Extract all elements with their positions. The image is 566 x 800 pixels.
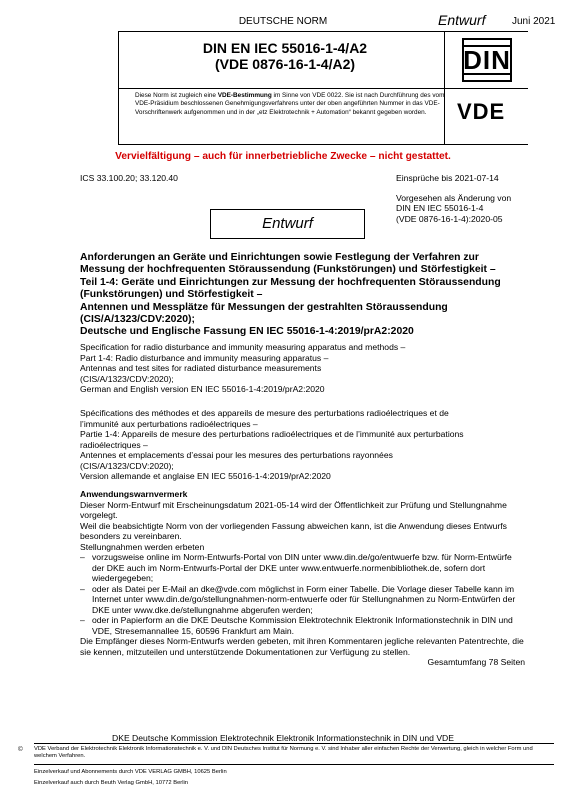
dke-footer: DKE Deutsche Kommission Elektrotechnik Elektronik Informationstechnik in DIN und VDE xyxy=(112,733,454,743)
entwurf-box: Entwurf xyxy=(210,209,365,239)
norm-label: DEUTSCHE NORM xyxy=(238,16,328,27)
notice-paragraph: Die Empfänger dieses Norm-Entwurfs werden gebeten, mit ihren Kommentaren jegliche relevanten Patentrechte, die sie kennen, mitzuteilen und unterstützende Dokumentationen zur Verfügung zu stellen. xyxy=(80,636,524,657)
notice-paragraph: Weil die beabsichtigte Norm von der vorliegenden Fassung abweichen kann, ist die Anwendung dieses Entwurfs besonders zu vereinbaren. xyxy=(80,520,507,541)
total-pages: Gesamtumfang 78 Seiten xyxy=(427,657,525,667)
sales-note-vde: Einzelverkauf und Abonnements durch VDE VERLAG GMBH, 10625 Berlin xyxy=(34,769,227,775)
copyright-rule xyxy=(34,764,554,765)
notice-paragraph: Dieser Norm-Entwurf mit Erscheinungsdatum 2021-05-14 wird der Öffentlichkeit zur Prüfung und Stellungnahme vorgelegt. xyxy=(80,499,507,520)
vde-logo: VDE xyxy=(457,99,506,124)
entwurf-label: Entwurf xyxy=(438,12,486,28)
copyright-icon: © xyxy=(18,746,23,753)
main-title: Anforderungen an Geräte und Einrichtungen sowie Festlegung der Verfahren zur Messung der hochfrequenten Störaussendung (Funkstörungen) und Störfestigkeit – Teil 1-4: Geräte und Einrichtungen zur Messung der hochfrequenten Störaussendung (Funkstörungen) und Störfestigkeit – Antennen und Messplätze für Messungen der gestrahlten Störaussendung (CIS/A/1323/CDV:2020); Deutsche und Englische Fassung EN IEC 55016-1-4:2019/prA2:2020 xyxy=(80,252,501,338)
einsprueche: Einsprüche bis 2021-07-14 Vorgesehen als Änderung von DIN EN IEC 55016-1-4 (VDE 0876-16-1-4):2020-05 xyxy=(396,173,556,224)
notice-paragraph: Stellungnahmen werden erbeten xyxy=(80,541,205,552)
list-item: – vorzugsweise online im Norm-Entwurfs-Portal von DIN unter www.din.de/go/entwuerfe bzw. für Norm-Entwürfe der DKE auch im Norm-Entwurfs-Portal der DKE unter www.entwuerfe.normenbibliothek.de, sofern dort wiedergegeben; xyxy=(80,552,525,584)
title-rule xyxy=(118,88,528,89)
sales-note-beuth: Einzelverkauf auch durch Beuth Verlag GmbH, 10772 Berlin xyxy=(34,780,189,786)
list-item: – oder als Datei per E-Mail an dke@vde.com möglichst in Form einer Tabelle. Die Vorlage dieser Tabelle kann im Internet unter www.din.de/go/stellungnahmen-norm-entwuerfe oder für Stellungnahmen zu Norm-Entwürfen der DKE unter www.dke.de/stellungnahme abgerufen werden; xyxy=(80,584,525,616)
din-logo: DIN xyxy=(462,38,512,82)
vde-note: Diese Norm ist zugleich eine VDE-Bestimmung im Sinne von VDE 0022. Sie ist nach Durchführung des vom VDE-Präsidium beschlossenen Genehmigungsverfahrens unter der oben angeführten Nummer in das VDE-Vorschriftenwerk aufgenommen und in der „etz Elektrotechnik + Automation“ bekannt gegeben worden. xyxy=(135,92,445,116)
notice-heading: Anwendungswarnvermerk xyxy=(80,489,188,499)
footer-rule xyxy=(34,743,554,744)
box-bottom-rule xyxy=(118,144,528,145)
application-notice xyxy=(80,489,525,668)
standard-number: DIN EN IEC 55016-1-4/A2 (VDE 0876-16-1-4/A2) xyxy=(202,40,368,72)
french-title: Spécifications des méthodes et des appareils de mesure des perturbations radioélectriques et de l’immunité aux perturbations radioélectriques – Partie 1-4: Appareils de mesure des perturbations radioélectriques et de l’immunité aux perturbations radioélectriques – Antennes et emplacements d’essai pour les mesures des perturbations rayonnées (CIS/A/1323/CDV:2020); Version allemande et anglaise EN IEC 55016-1-4:2019/prA2:2020 xyxy=(80,408,464,481)
header-rule xyxy=(118,31,528,32)
replaces-note: Vorgesehen als Änderung von xyxy=(396,192,512,203)
copyright-note: © VDE Verband der Elektrotechnik Elektronik Informationstechnik e. V. und DIN Deutsches Institut für Normung e. V. sind Inhaber aller einfachen Rechte der Verwertung, gleich in welcher Form und welchem Verfahren. xyxy=(18,746,533,760)
ics-code: ICS 33.100.20; 33.120.40 xyxy=(80,173,178,183)
issue-date: Juni 2021 xyxy=(512,16,556,27)
reproduction-warning: Vervielfältigung – auch für innerbetriebliche Zwecke – nicht gestattet. xyxy=(115,151,451,162)
english-title: Specification for radio disturbance and immunity measuring apparatus and methods – Part 1-4: Radio disturbance and immunity measuring apparatus – Antennas and test sites for radiated disturbance measurements (CIS/A/1323/CDV:2020); German and English version EN IEC 55016-1-4:2019/prA2:2020 xyxy=(80,342,406,394)
list-item: – oder in Papierform an die DKE Deutsche Kommission Elektrotechnik Elektronik Informationstechnik in DIN und VDE, Stresemannallee 15, 60596 Frankfurt am Main. xyxy=(80,615,525,636)
